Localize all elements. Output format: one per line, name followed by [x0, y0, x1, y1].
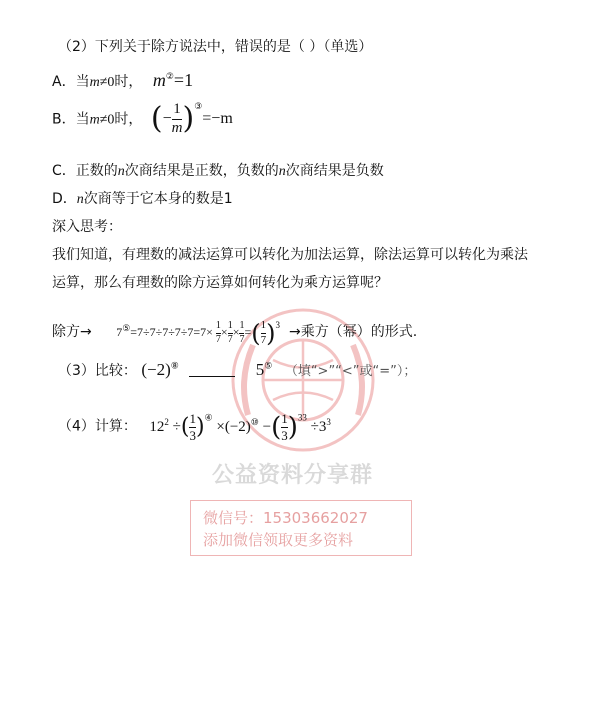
option-b-label: B．当 — [52, 111, 90, 128]
question-2-stem: （2）下列关于除方说法中，错误的是（ ）（单选） — [58, 39, 373, 55]
think-line-2: 运算，那么有理数的除方运算如何转化为乘方运算呢？ — [52, 275, 388, 291]
option-b-expression: (− $\frac{1}{m}$ )③=−m — [150, 101, 233, 137]
watermark-box — [190, 500, 412, 556]
question-3: （3）比较： (−2)⑧ 5⑤ （填“>”“<”或“=”）； — [58, 360, 417, 379]
demo-tail: →乘方（幂）的形式. — [289, 323, 418, 340]
answer-blank[interactable] — [189, 376, 235, 377]
watermark-brand: 公益资料分享群 — [212, 463, 374, 488]
option-b[interactable]: B．当m≠0时， (− $\frac{1}{m}$ )③=−m — [52, 101, 233, 137]
option-c[interactable]: C．正数的n次商结果是正数，负数的n次商结果是负数 — [52, 163, 384, 179]
demo-line: 除方→ 7⑤=7÷7÷7÷7÷7=7× $\frac{1}{7}$ × $\frac{1}{7}$ × $\frac{1}{7}$ =( $\frac{1}{7}$ )$^3$ →乘方（幂）的形式. — [52, 319, 418, 348]
demo-label: 除方→ — [52, 323, 92, 340]
watermark-slogan: 添加微信领取更多资料 — [203, 531, 354, 549]
question-4-label: （4）计算： — [58, 418, 137, 435]
watermark-wechat: 微信号：15303662027 — [203, 509, 368, 527]
option-a[interactable]: A．当m≠0时， m②=1 — [52, 70, 194, 90]
option-a-label: A．当 — [52, 74, 90, 90]
option-d[interactable]: D．n次商等于它本身的数是1 — [52, 191, 233, 207]
question-3-label: （3）比较： — [58, 363, 137, 379]
think-heading: 深入思考： — [52, 219, 122, 235]
question-4: （4）计算： $12^2$ ÷( $\frac{1}{3}$ )④ ×(−2)⑩ −( $\frac{1}{3}$ )$^{33} \div 3^3$ — [58, 411, 331, 443]
option-a-expression: m②=1 — [152, 70, 194, 90]
think-line-1: 我们知道，有理数的减法运算可以转化为加法运算，除法运算可以转化为乘法 — [52, 247, 528, 263]
